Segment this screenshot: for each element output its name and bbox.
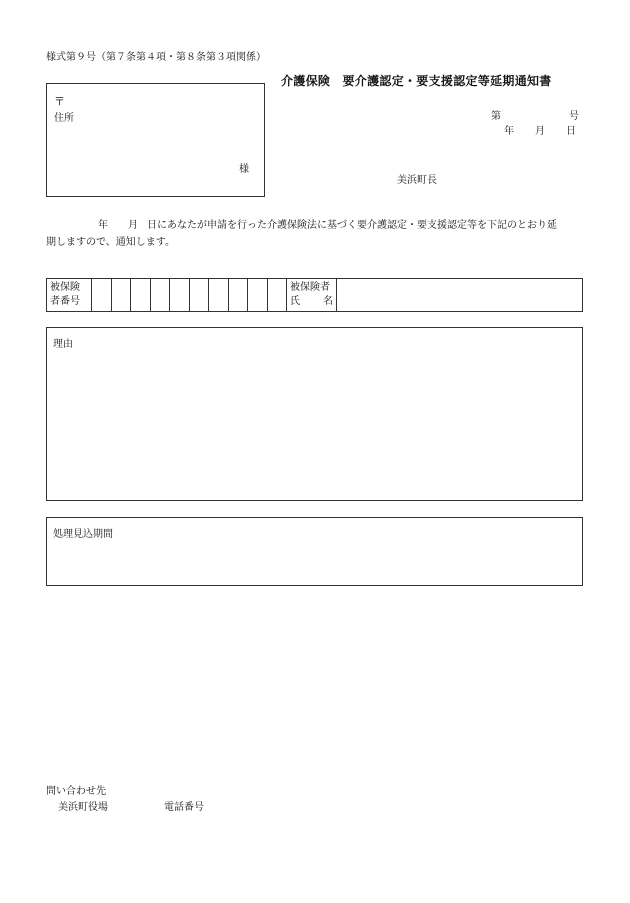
insured-person-table xyxy=(46,278,583,312)
document-number-suffix: 号 xyxy=(569,111,579,122)
honorific-sama: 様 xyxy=(239,164,249,175)
reason-box[interactable] xyxy=(46,327,583,501)
insured-name-field[interactable] xyxy=(337,279,583,312)
insured-number-digit-cell[interactable] xyxy=(209,279,229,312)
contact-phone-label: 電話番号 xyxy=(164,802,204,813)
insured-number-label-line-2: 者番号 xyxy=(50,296,80,307)
postal-mark: 〒 xyxy=(54,95,65,108)
issue-date-day: 日 xyxy=(566,126,576,137)
insured-number-digit-cell[interactable] xyxy=(248,279,268,312)
document-title: 介護保険 要介護認定・要支援認定等延期通知書 xyxy=(281,74,552,88)
insured-number-digit-cell[interactable] xyxy=(267,279,287,312)
processing-period-box[interactable] xyxy=(46,517,583,586)
insured-number-digit-cell[interactable] xyxy=(92,279,112,312)
insured-number-digit-cell[interactable] xyxy=(111,279,131,312)
insured-name-label-line-1: 被保険者 xyxy=(290,282,330,293)
notice-text-line-1 xyxy=(46,216,557,231)
recipient-address-box xyxy=(46,83,265,197)
contact-office: 美浜町役場 xyxy=(58,802,108,813)
insured-number-digit-cell[interactable] xyxy=(170,279,190,312)
notice-month: 月 xyxy=(128,220,138,231)
reason-label: 理由 xyxy=(53,339,73,350)
document-number-prefix: 第 xyxy=(491,111,501,122)
issue-date-year: 年 xyxy=(504,126,514,137)
notice-body: 日にあなたが申請を行った介護保険法に基づく要介護認定・要支援認定等を下記のとおり延 xyxy=(147,220,557,231)
issue-date-month: 月 xyxy=(535,126,545,137)
notice-text-line-2: 期しますので、通知します。 xyxy=(46,237,175,248)
insured-number-label-line-1: 被保険 xyxy=(50,282,80,293)
contact-heading: 問い合わせ先 xyxy=(46,786,106,797)
insured-number-digit-cell[interactable] xyxy=(131,279,151,312)
processing-period-label: 処理見込期間 xyxy=(53,529,113,540)
insured-number-digit-cell[interactable] xyxy=(150,279,170,312)
issuer-name: 美浜町長 xyxy=(397,175,437,186)
insured-number-label xyxy=(47,279,92,312)
insured-name-label-line-2: 氏 名 xyxy=(290,296,333,307)
notice-year: 年 xyxy=(98,220,108,231)
insured-name-label xyxy=(287,279,337,312)
insured-number-digit-cell[interactable] xyxy=(228,279,248,312)
form-number-label: 様式第９号（第７条第４項・第８条第３項関係） xyxy=(46,52,266,63)
address-label: 住所 xyxy=(54,113,74,124)
insured-number-digit-cell[interactable] xyxy=(189,279,209,312)
